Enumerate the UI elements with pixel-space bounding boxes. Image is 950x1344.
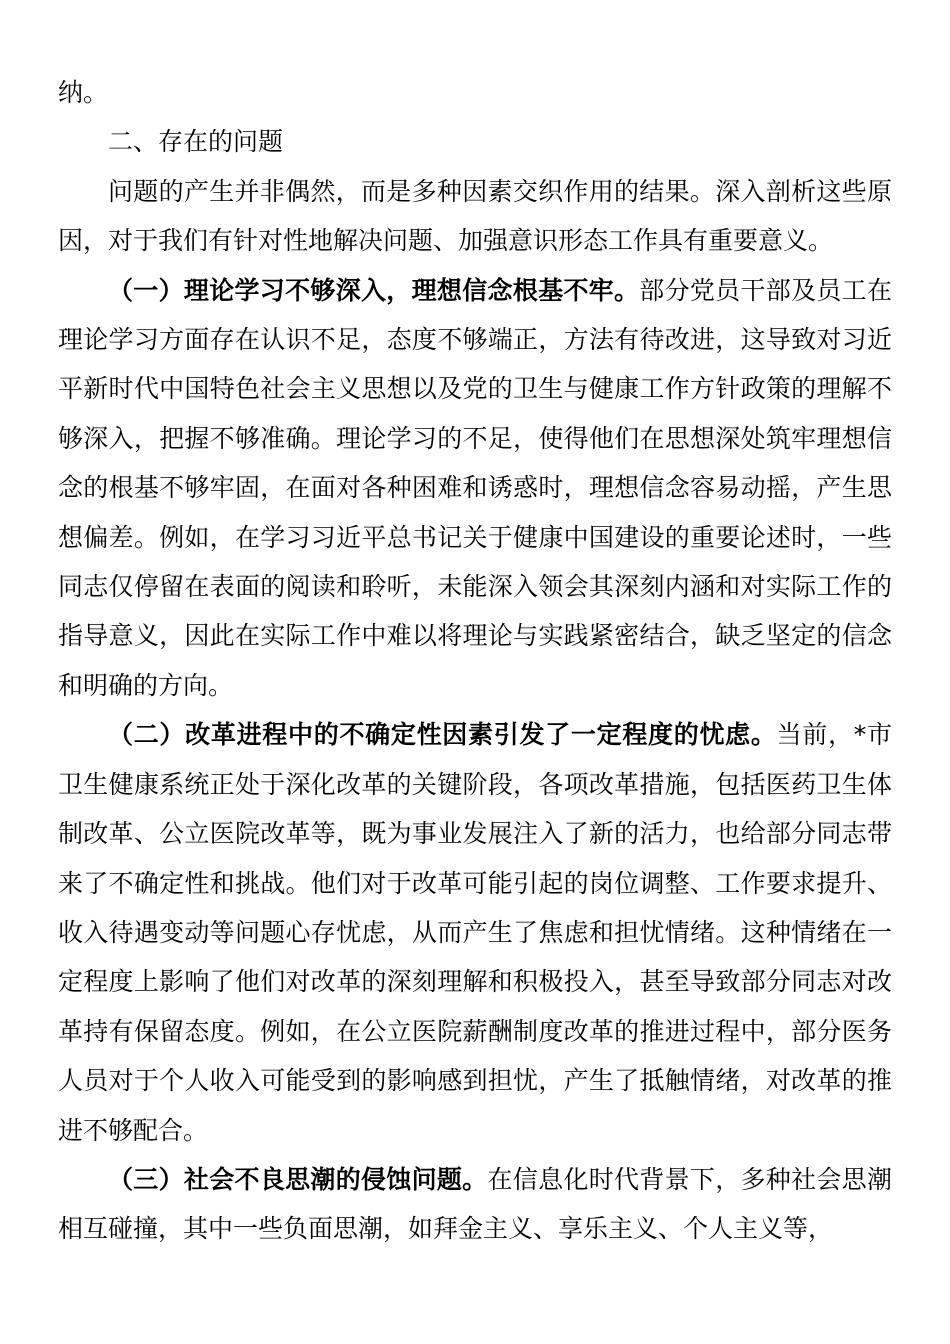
paragraph-text: 问题的产生并非偶然，而是多种因素交织作用的结果。深入剖析这些原因，对于我们有针对性地解决问题、加强意识形态工作具有重要意义。 bbox=[58, 176, 892, 256]
document-body bbox=[58, 68, 892, 1254]
paragraph-text: 在信息化时代背景下，多种社会思潮相互碰撞，其中一些负面思潮，如拜金主义、享乐主义、个人主义等， bbox=[58, 1164, 892, 1244]
paragraph-heading: （一）理论学习不够深入，理想信念根基不牢。 bbox=[108, 275, 640, 305]
paragraph-text: 当前，*市卫生健康系统正处于深化改革的关键阶段，各项改革措施，包括医药卫生体制改革、公立医院改革等，既为事业发展注入了新的活力，也给部分同志带来了不确定性和挑战。他们对于改革可能引起的岗位调整、工作要求提升、收入待遇变动等问题心存忧虑，从而产生了焦虑和担忧情绪。这种情绪在一定程度上影响了他们对改革的深刻理解和积极投入，甚至导致部分同志对改革持有保留态度。例如，在公立医院薪酬制度改革的推进过程中，部分医务人员对于个人收入可能受到的影响感到担忧，产生了抵触情绪，对改革的推进不够配合。 bbox=[58, 720, 892, 1145]
paragraph-item-1 bbox=[58, 266, 892, 711]
section-heading bbox=[58, 117, 892, 166]
paragraph-item-3 bbox=[58, 1155, 892, 1254]
paragraph-item-2 bbox=[58, 710, 892, 1155]
paragraph-continuation bbox=[58, 68, 892, 117]
paragraph-text: 部分党员干部及员工在理论学习方面存在认识不足，态度不够端正，方法有待改进，这导致对习近平新时代中国特色社会主义思想以及党的卫生与健康工作方针政策的理解不够深入，把握不够准确。理论学习的不足，使得他们在思想深处筑牢理想信念的根基不够牢固，在面对各种困难和诱惑时，理想信念容易动摇，产生思想偏差。例如，在学习习近平总书记关于健康中国建设的重要论述时，一些同志仅停留在表面的阅读和聆听，未能深入领会其深刻内涵和对实际工作的指导意义，因此在实际工作中难以将理论与实践紧密结合，缺乏坚定的信念和明确的方向。 bbox=[58, 275, 892, 700]
paragraph-text: 纳。 bbox=[58, 78, 109, 107]
paragraph-intro bbox=[58, 167, 892, 266]
section-heading-text: 二、存在的问题 bbox=[108, 127, 284, 157]
paragraph-heading: （三）社会不良思潮的侵蚀问题。 bbox=[108, 1164, 488, 1194]
paragraph-heading: （二）改革进程中的不确定性因素引发了一定程度的忧虑。 bbox=[108, 720, 777, 750]
